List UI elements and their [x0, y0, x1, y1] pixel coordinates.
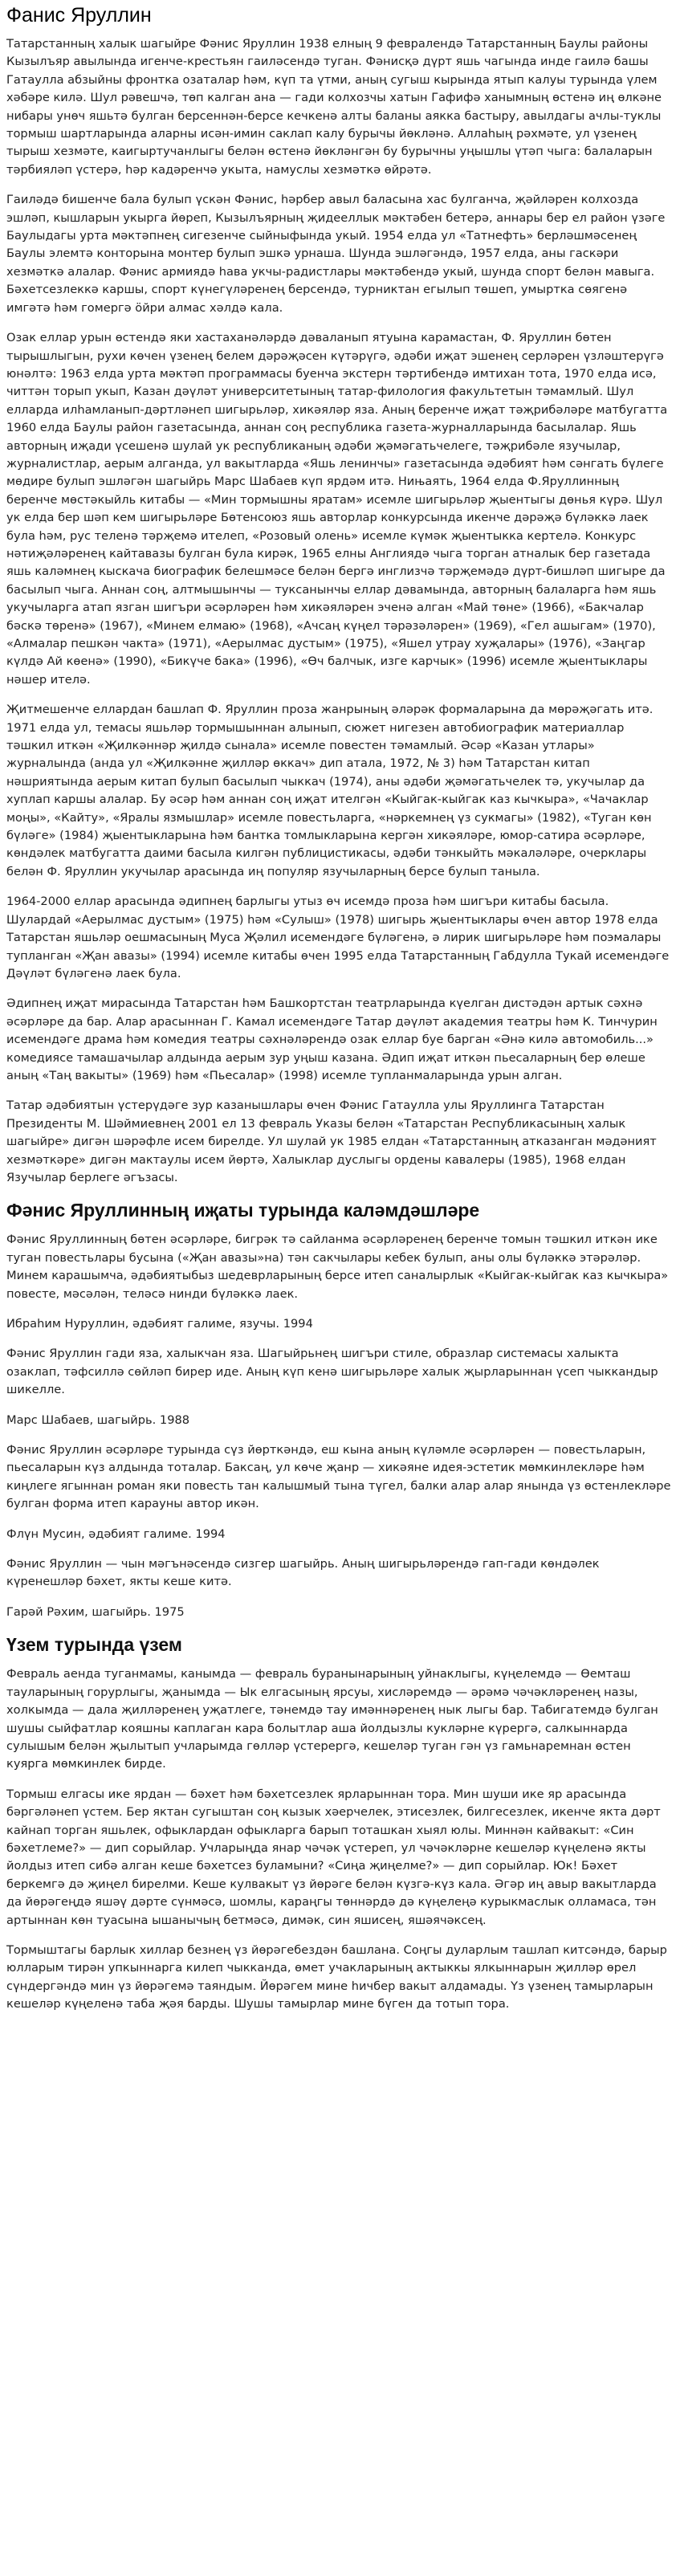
biography-section — [6, 35, 672, 1187]
about-paragraph: Тормыштагы барлык хиллар безнең үз йөрәгебездән башлана. Соңгы дуларлым ташлап китсәндә, барыр юлларым тирән упкыннарга килеп чыкканда, өмет учакларының актыккы ялкыннарын җилләр өрел сүндергәндә мин үз йөрәгемә таяндым. Йөрәгем мине һичбер вакыт алдамады. Үз үзенең тамырларын кешеләр күңеленә таба җәя барды. Шушы тамырлар мине бүген да тотып тора. — [6, 1942, 667, 2011]
section-heading-colleagues: Фәнис Яруллинның иҗаты турында каләмдәшләре — [6, 1200, 480, 1221]
quote-source: Флүн Мусин, әдәбият галиме. 1994 — [6, 1526, 226, 1541]
bio-paragraph: 1964-2000 еллар арасында әдипнең барлыгы утыз өч исемдә проза һәм шигъри китабы басыла. Шулардай «Аерылмас дустым» (1975) һәм «Сулыш» (1978) шигырь җыентыклары өчен автор 1978 елда Татарстан яшьләр оешмасының Муса Җәлил исемендәге бүләгенә, ә лирик шигырьләре һәм поэмалары тупланган «Җан авазы» (1994) исемле китабы өчен 1995 елда Татарстанның Габдулла Тукай исемендәге Дәүләт бүләгенә лаек була. — [6, 895, 670, 980]
quote-text: Фәнис Яруллинның бөтен әсәрләре, бигрәк тә сайланма әсәрләренең беренче томын тәшкил иткән ике туган повестьлары бусына («Җан авазы»на) тән сакчылары кебек булып, аны олы бүләккә этәрәләр. Минем карашымча, әдәбиятыбыз шедеврларының берсе итеп саналырлык «Кыйгак-кыйгак каз кычкыра» повесте, мәсәлән, теләсә нинди бүләккә лаек. — [6, 1233, 669, 1301]
bio-paragraph: Озак еллар урын өстендә яки хастаханәләрдә дәваланып ятуына карамастан, Ф. Яруллин бөтен тырышлыгын, рухи көчен үзенең белем дәрәҗәсен күтәрүгә, әдәби иҗат эшенең серләрен үзләштерүгә юнәлтә: 1963 елда урта мәктәп программасы буенча экстерн тәртибендә имтихан тота, 1970 елда исә, читтән торып укып, Казан дәүләт университетының татар-филология факультетын тәмамлый. Шул елларда илһамланып-дәртләнеп шигырьләр, хикәяләр яза. Аның беренче иҗат тәҗрибәләре матбугатта 1960 елда Баулы район газетасында, аннан соң республика газета-журналларында басылалар. Яшь авторның иҗади үсешенә шулай ук республиканың әдәби җәмәгатьчелеге, тәҗрибәле язучылар, журналистлар, аерым алганда, ул вакытларда «Яшь ленинчы» газетасында әдәбият һәм сәнгать бүлеге мөдире булып эшләгән шагыйрь Марс Шабаев күп ярдәм итә. Нињаять, 1964 елда Ф.Яруллинның беренче мөстәкыйль китабы — «Мин тормышны яратам» исемле шигырьләр җыентыгы дөнья күрә. Шул ук елда бер шәп кем шигырьләре Бөтенсоюз яшь авторлар конкурсында икенче дәрәҗә бүләккә лаек була һәм, рус теленә тәрҗемә ителеп, «Розовый олень» исемле күмәк җыентыкка кертелә. Конкурс нәтиҗәләренең кайтавазы булган була кирәк, 1965 елны Англиядә чыга торган атналык бер газетада яшь каләмнең кыскача биографик белешмәсе белән бергә инглизчә тәрҗемәдә дүрт-бишләп шигыре да басылып чыга. Аннан соң, алтмышынчы — туксанынчы еллар дәвамында, авторның балаларга һәм яшь укучыларга атап язган шигъри әсәрләрен һәм хикәяләрен эченә алган «Май төнe» (1966), «Бакчалар бәскә төренә» (1967), «Минем елмаю» (1968), «Ачсаң күңел тәрәзәләрен» (1969), «Гел ашыгам» (1970), «Алмалар пешкән чакта» (1971), «Аерылмас дустым» (1975), «Яшел утрау хуҗалары» (1976), «Заңгар күлдә Ай көенә» (1990), «Бикүче бака» (1996), «Өч балчык, изге карчык» (1996) исемле җыентыклары нәшер ителә. — [6, 331, 668, 687]
colleagues-quotes — [6, 1231, 672, 1621]
bio-paragraph: Җитмешенче еллардан башлап Ф. Яруллин проза жанрының әләрәк формаларына да мөрәҗәгать итә. 1971 елда ул, темасы яшьләр тормышыннан алынып, сюжет нигезен автобиографик материаллар тәшкил иткән «Җилкәннәр җилдә сынала» исемле повестен тәмамлый. Әсәр «Казан утлары» журналында (анда ул «Җилкәнне җилләр өккач» дип атала, 1972, № 3) һәм Татарстан китап нәшриятында аерым китап булып басылып чыккач (1974), аны әдәби җәмәгатьчелек тә, укучылар да хуплап каршы алалар. Бу әсәр һәм аннан соң иҗат ителгән «Кыйгак-кыйгак каз кычкыра», «Чачаклар моңы», «Кайту», «Яралы язмышлар» исемле повестьларга, «нәркемнең үз сукмагы» (1982), «Туган көн бүләге» (1984) җыентыкларына һәм бантка томлыкларына кергән хикәяләре, юмор-сатира әсәрләре, көндәлек матбугатта даими басыла килгән публицистикасы, әдәби тәнкыйть мәкаләләре, очерклары белән Ф. Яруллин укучылар арасында иң популяр язучыларның берсе булып таныла. — [6, 703, 654, 878]
quote-source: Гарәй Рәхим, шагыйрь. 1975 — [6, 1604, 185, 1619]
bio-paragraph: Әдипнең иҗат мирасында Татарстан һәм Башкортстан театрларында күелган дистәдән артык сәхнә әсәрләре да бар. Алар арасыннан Г. Камал исемендәге Татар дәүләт академия театры һәм К. Тинчурин исемендәге драма һәм комедия театры сәхнәләрендә озак еллар буе барган «Әнә килә автомобиль...» комедиясе тамашачылар алдында аерым зур уңыш казана. Әдип иҗат иткән пьесаларның бер өлеше аның «Таң вакыты» (1969) һәм «Пьесалар» (1998) исемле тупланмаларында урын алган. — [6, 997, 658, 1082]
about-myself-section — [6, 1665, 672, 2013]
bio-paragraph: Татар әдәбиятын үстерүдәге зур казанышлары өчен Фәнис Гатаулла улы Яруллинга Татарстан Президенты М. Шәймиевнең 2001 ел 13 февраль Указы белән «Татарстан Республикасының халык шагыйре» дигән шәрәфле исем бирелде. Ул шулай ук 1985 елдан «Татарстанның атказанган мәдәният хезмәткәре» дигән мактаулы исем йөртә, Халыклар дуслыгы ордены кавалеры (1985), 1968 елдан Язучылар берлеге әгъзасы. — [6, 1098, 657, 1184]
quote-text: Фәнис Яруллин гади яза, халыкчан яза. Шагыйрьнең шигъри стиле, образлар системасы халыкта озаклап, тәфсиллә сөйләп бирер иде. Аның күп кенә шигырьләре халык җырларыннан үсеп чыккандыр шикелле. — [6, 1347, 658, 1397]
section-heading-about-myself: Үзем турында үзем — [6, 1634, 182, 1656]
bio-paragraph: Татарстанның халык шагыйре Фәнис Яруллин 1938 елның 9 февралендә Татарстанның Баулы районы Кызылъяр авылында игенче-крестьян гаиләсендә туган. Фәнисқә дүрт яшь чагында инде гаилә башы Гатаулла абзыйны фронтка озаталар һәм, күп та үтми, аның сугыш кырында ятып калуы турында үлем хәбәре килә. Шул рәвешчә, төп калган ана — гади колхозчы хатын Гафифә ханымның өстенә иң өлкәне нибары унөч яшьтә булган берсеннән-берсе кечкенә алты баланы аякка бастыру, авылдагы ачлы-туклы тормыш шартларында аларны исән-имин саклап калу бурычы йөкләнә. Аллаһың рәхмәте, ул үзенең тырыш хезмәте, каигыртучанлыгы белән өстенә йөкләнгән бу бурычны уңышлы үтәп чыга: балаларын тәрбияләп үстерә, һәр кадәренчә укыта, намуслы хезмәткә өйрәтә. — [6, 37, 662, 177]
about-paragraph: Февраль аенда туганмамы, канымда — февраль буранынарының уйнаклыгы, күңелемдә — Өемташ тауларының горурлыгы, җанымда — Ык елгасының ярсуы, хисләремдә — әрәмә чәчәкләренең назы, холкымда — дала җилләренең уҗатлеге, тәнемдә тау имәннәренең нык лыгы бар. Табигатемдә булган шушы сыйфатлар кояшны каплаган кара болытлар аша йолдызлы кукләрне күрергә, салкыннарда сулышым белән җылытып учларымда гөлләр үстерергә, кешеләр туган гән үз гамьнаремнан өстен куярга мөмкинлек бирде. — [6, 1667, 658, 1771]
quote-text: Фәнис Яруллин — чын мәгънәсендә сизгер шагыйрь. Аның шигырьләрендә гап-гади көндәлек күренешләр бәхет, якты кеше китә. — [6, 1557, 600, 1589]
bio-paragraph: Гаиләдә бишенче бала булып үскән Фәнис, һәрбер авыл баласына хас булганча, җәйләрен колхозда эшләп, кышларын укырга йөреп, Кызылъярның җидееллык мәктәбен бетерә, аннары бер ел район үзәге Баулыдагы урта мәктәпнең сигезенче сыйныфында укый. 1954 елда ул «Татнефть» берләшмәсенең Баулы элемтә конторына монтер булып эшкә урнаша. Шунда эшләгәндә, 1957 елда, аны гаскәри хезмәткә алалар. Фәнис армиядә һава укчы-радистлары мәктәбендә укый, шунда спорт белән мавыга. Бәхетсезлеккә каршы, спорт күнегүләренең берсендә, турниктан егылып төшеп, умыртка сөягенә имгәтә һәм гомергә ӧйри алмас хәлдә кала. — [6, 193, 666, 315]
page-title: Фанис Яруллин — [6, 4, 152, 26]
quote-source: Ибраһим Нуруллин, әдәбият галиме, язучы. 1994 — [6, 1317, 313, 1331]
quote-text: Фәнис Яруллин әсәрләре турында сүз йөрткәндә, еш кына аның күләмле әсәрләрен — повестьларын, пьесаларын күз алдында тоталар. Баксаң, ул көче җанр — хикәяне идея-эстетик мөмкинлекләре һәм киңлеге ягыннан роман яки повесть тан калышмый тына түгел, балки алар алар янында үз өстенлекләре булган форма итеп карауны автор икән. — [6, 1443, 671, 1511]
about-paragraph: Тормыш елгасы ике ярдан — бәхет һәм бәхетсезлек ярларыннан тора. Мин шуши ике яр арасында бәргәләнеп үстем. Бер яктан сугыштан соң кызык хәерчелек, этисезлек, билгесезлек, икенче якта дәрт кайнап торган яшьлек, офыклардан офыкларга барып тоташкан хыял юлы. Миннән кайвакыт: «Син бәхетлеме?» — дип сорыйлар. Учларыңда янар чәчәк үстереп, ул чәчәкләрне кешеләр күңеленә якты йолдыз итеп сибә алган кеше бәхетсез буламыни? «Сиңа җиңелме?» — дип сорыйлар. Юк! Бәхет беркемгә дә җиңел бирелми. Кеше кулвакыт үз йөрәге белән күзгә-күз кала. Әгәр иң авыр вакытларда да йөрәгеңдә яшәү дәрте сүнмәсә, шомлы, караңгы төннәрдә дә күңелеңә курыкмаслык олламаса, тән артыннан көн туасына ышанычың бетмәсә, димәк, син яшисең, яшәячәксең. — [6, 1787, 661, 1927]
quote-source: Марс Шабаев, шагыйрь. 1988 — [6, 1412, 190, 1427]
